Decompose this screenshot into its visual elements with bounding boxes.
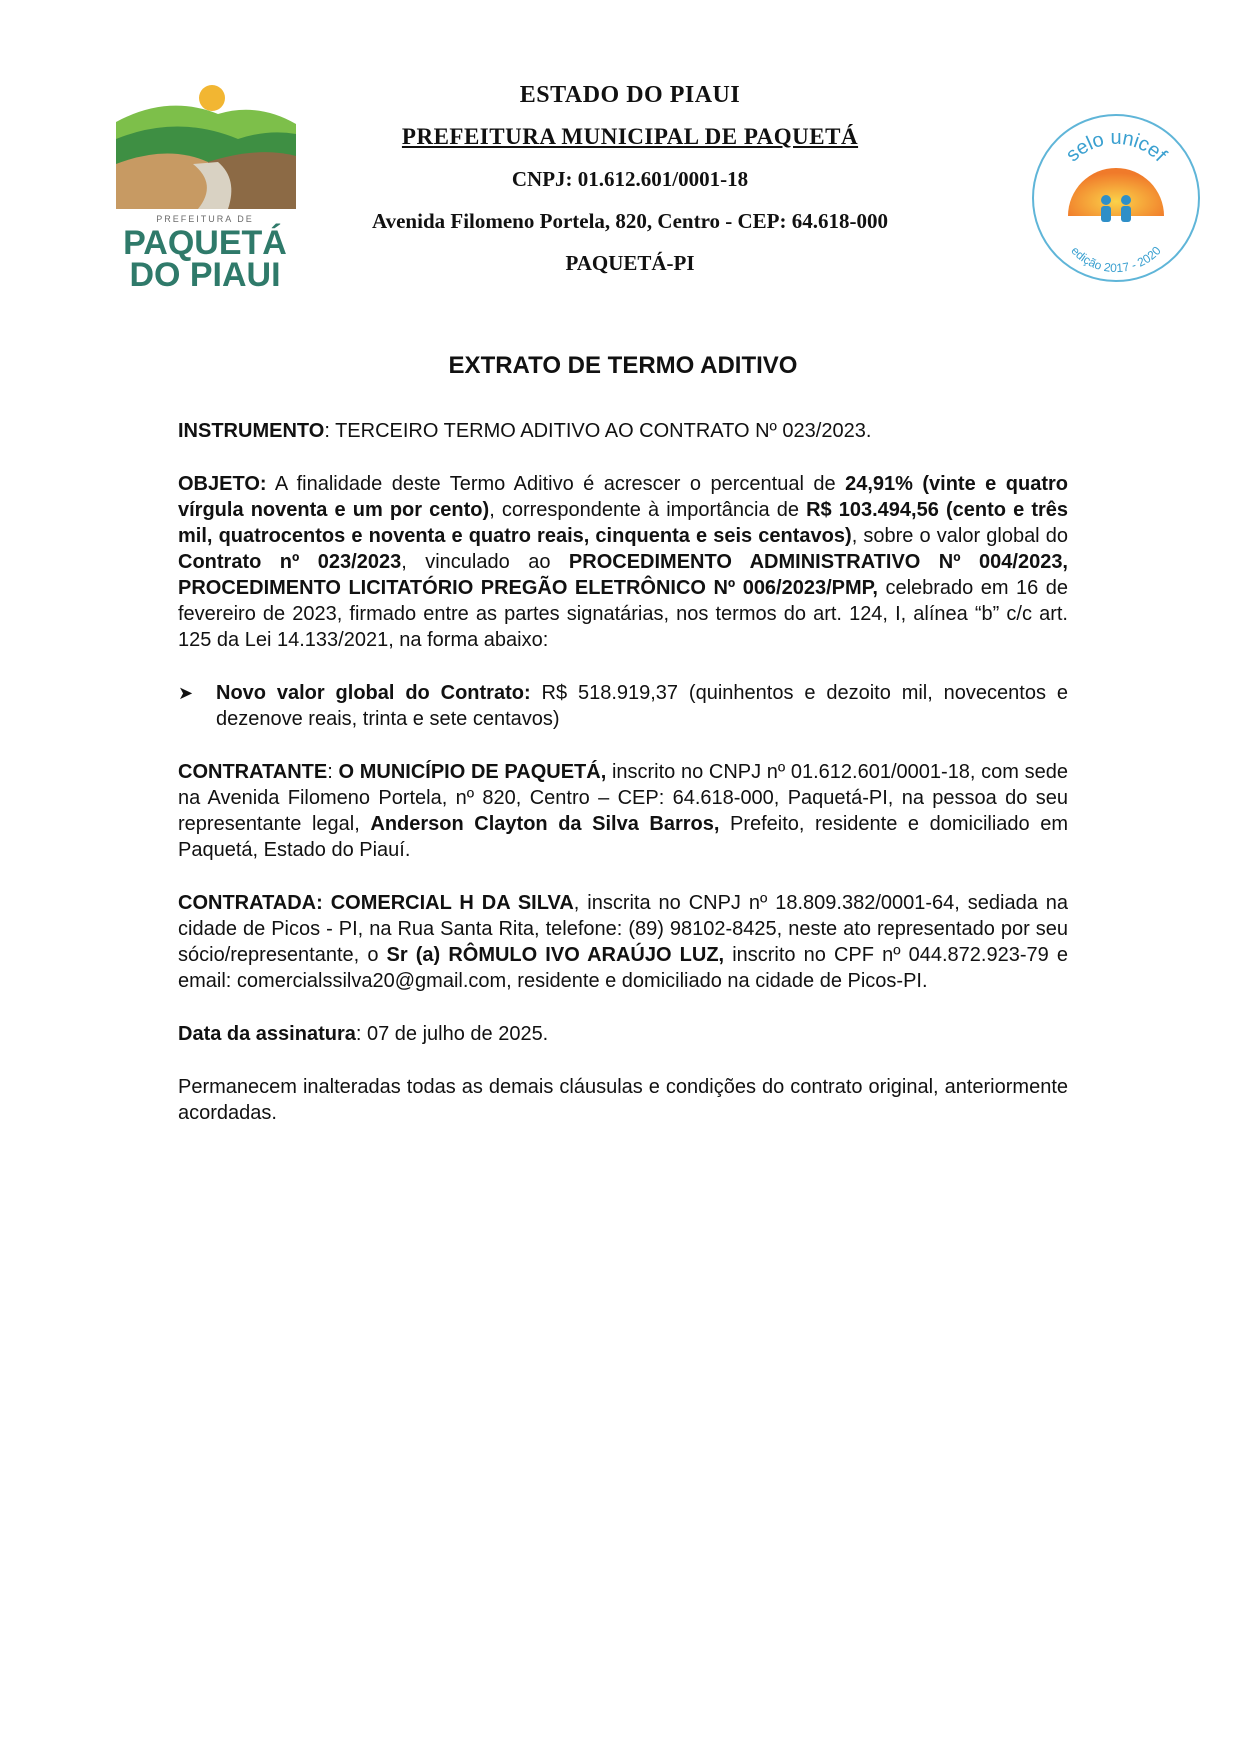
document-body	[178, 418, 1068, 1153]
prefeitura-name: PREFEITURA MUNICIPAL DE PAQUETÁ	[401, 124, 859, 149]
address-line: Avenida Filomeno Portela, 820, Centro - CEP: 64.618-000	[372, 209, 888, 233]
objeto-percent: 24,91% (vinte e quatro vírgula noventa e um por cento)	[178, 473, 1068, 521]
contratada-text-2: inscrito no CPF nº 044.872.923-79 e email: comercialssilva20@gmail.com, residente e domiciliado na cidade de Picos-PI.	[178, 944, 1068, 992]
objeto-label: OBJETO:	[178, 473, 267, 495]
closing-paragraph: Permanecem inalteradas todas as demais cláusulas e condições do contrato original, anteriormente acordadas.	[178, 1076, 1068, 1124]
contratante-label: CONTRATANTE	[178, 761, 328, 783]
objeto-amount: R$ 103.494,56 (cento e três mil, quatrocentos e noventa e quatro reais, cinquenta e seis centavos)	[178, 499, 1069, 547]
objeto-paragraph	[178, 471, 1068, 653]
objeto-text-4: , vinculado ao	[401, 551, 569, 573]
objeto-text-3: , sobre o valor global do	[851, 525, 1069, 547]
contratada-label: CONTRATADA: COMERCIAL H DA SILVA	[178, 892, 574, 914]
objeto-text-2: , correspondente à importância de	[489, 499, 807, 521]
objeto-procedure: PROCEDIMENTO ADMINISTRATIVO Nº 004/2023, PROCEDIMENTO LICITATÓRIO PREGÃO ELETRÔNICO Nº 006/2023/PMP,	[178, 551, 1068, 599]
state-name: ESTADO DO PIAUI	[519, 82, 741, 108]
instrumento-text: : TERCEIRO TERMO ADITIVO AO CONTRATO Nº 023/2023.	[324, 420, 872, 442]
contratada-text-1: , inscrita no CNPJ nº 18.809.382/0001-64, sediada na cidade de Picos - PI, na Rua Santa Rita, telefone: (89) 98102-8425, neste ato representado por seu sócio/representante, o	[178, 892, 1068, 966]
novo-valor-text-block	[216, 680, 1068, 732]
assinatura-paragraph	[178, 1021, 1068, 1047]
novo-valor-text: R$ 518.919,37 (quinhentos e dezoito mil, novecentos e dezenove reais, trinta e sete centavos)	[216, 682, 1068, 730]
paqueta-do-piaui-logo	[108, 84, 302, 294]
assinatura-label: Data da assinatura	[178, 1023, 356, 1045]
unicef-seal-bottom-text: edição 2017 - 2020	[1068, 243, 1164, 276]
contratante-text-1: :	[327, 761, 339, 783]
contratante-text-3: Prefeito, residente e domiciliado em Paquetá, Estado do Piauí.	[178, 813, 1068, 861]
contratante-text-2: inscrito no CNPJ nº 01.612.601/0001-18, com sede na Avenida Filomeno Portela, nº 820, Centro – CEP: 64.618-000, Paquetá-PI, na pessoa do seu representante legal,	[178, 761, 1068, 835]
logo-left-line3: DO PIAUI	[129, 256, 281, 294]
contratada-paragraph	[178, 890, 1068, 994]
arrow-bullet-icon: ➤	[178, 683, 194, 703]
unicef-seal-top-text: selo unicef	[1061, 127, 1171, 167]
letterhead	[330, 74, 930, 284]
contratante-paragraph	[178, 759, 1068, 863]
city-line: PAQUETÁ-PI	[565, 251, 695, 275]
contratante-entity: O MUNICÍPIO DE PAQUETÁ,	[338, 761, 607, 783]
document-title: EXTRATO DE TERMO ADITIVO	[448, 352, 798, 379]
logo-left-line1: PREFEITURA DE	[156, 214, 254, 224]
assinatura-text: : 07 de julho de 2025.	[355, 1023, 549, 1045]
novo-valor-bullet	[178, 680, 1068, 732]
objeto-text-1: A finalidade deste Termo Aditivo é acrescer o percentual de	[266, 473, 846, 495]
unicef-seal-logo	[1030, 112, 1202, 284]
instrumento-label: INSTRUMENTO	[178, 420, 325, 442]
logo-left-line2: PAQUETÁ	[123, 224, 287, 262]
objeto-text-5: celebrado em 16 de fevereiro de 2023, firmado entre as partes signatárias, nos termos do art. 124, I, alínea “b” c/c art. 125 da Lei 14.133/2021, na forma abaixo:	[178, 577, 1069, 651]
contratada-representative: Sr (a) RÔMULO IVO ARAÚJO LUZ,	[386, 944, 725, 966]
contratante-representative: Anderson Clayton da Silva Barros,	[370, 813, 720, 835]
novo-valor-label: Novo valor global do Contrato:	[216, 682, 531, 704]
objeto-contract-number: Contrato nº 023/2023	[178, 551, 402, 573]
cnpj-line: CNPJ: 01.612.601/0001-18	[511, 167, 749, 191]
instrumento-paragraph	[178, 418, 1068, 444]
